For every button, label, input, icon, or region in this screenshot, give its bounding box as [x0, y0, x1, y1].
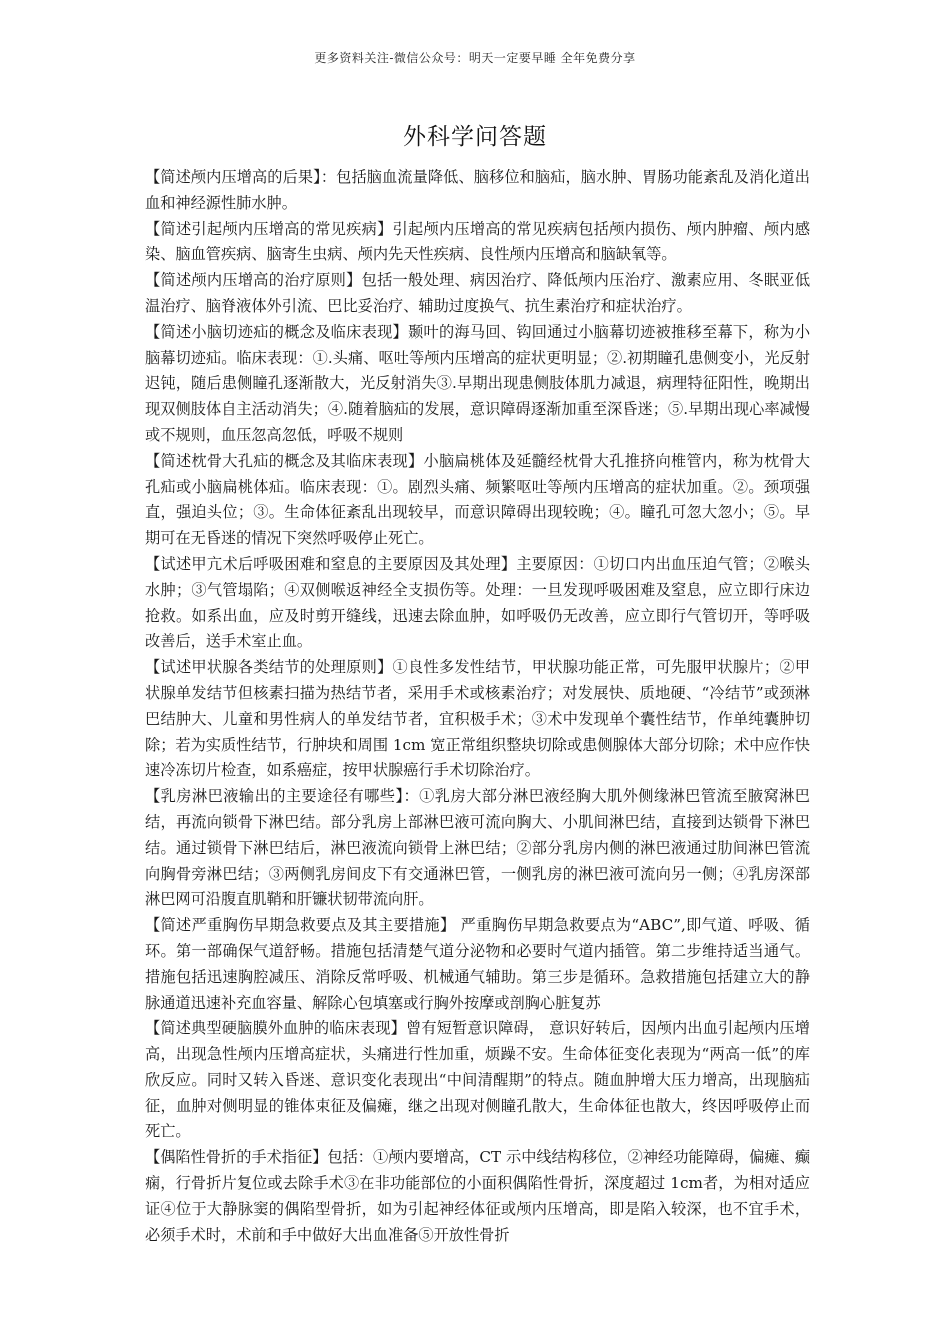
qa-item-intracranial-pressure-causes: 【简述引起颅内压增高的常见疾病】引起颅内压增高的常见疾病包括颅内损伤、颅内肿瘤、颅内感染、脑血管疾病、脑寄生虫病、颅内先天性疾病、良性颅内压增高和脑缺氧等。 [145, 219, 810, 264]
qa-item-breast-lymph-drainage: 【乳房淋巴液输出的主要途径有哪些】：①乳房大部分淋巴液经胸大肌外侧缘淋巴管流至腋窝淋巴结，再流向锁骨下淋巴结。部分乳房上部淋巴液可流向胸大、小肌间淋巴结，直接到达锁骨下淋巴结。通过锁骨下淋巴结后，淋巴液流向锁骨上淋巴结；②部分乳房内侧的淋巴液通过肋间淋巴管流向胸骨旁淋巴结；③两侧乳房间皮下有交通淋巴管，一侧乳房的淋巴液可流向另一侧；④乳房深部淋巴网可沿腹直肌鞘和肝镰状韧带流向肝。 [145, 787, 810, 909]
page-title: 外科学问答题 [403, 124, 547, 150]
qa-item-chest-trauma-first-aid: 【简述严重胸伤早期急救要点及其主要措施】 严重胸伤早期急救要点为“ABC”,即气道、呼吸、循环。第一部确保气道舒畅。措施包括清楚气道分泌物和必要时气道内插管。第二步维持适当通气。措施包括迅速胸腔减压、消除反常呼吸、机械通气辅助。第三步是循环。急救措施包括建立大的静脉通道迅速补充血容量、解除心包填塞或行胸外按摩或剖胸心脏复苏 [145, 916, 810, 1012]
qa-item-epidural-hematoma: 【简述典型硬脑膜外血肿的临床表现】曾有短暂意识障碍， 意识好转后，因颅内出血引起颅内压增高，出现急性颅内压增高症状，头痛进行性加重，烦躁不安。生命体征变化表现为“两高一低”的库欣反应。同时又转入昏迷、意识变化表现出“中间清醒期”的特点。随血肿增大压力增高，出现脑疝征，血肿对侧明显的锥体束征及偏瘫，继之出现对侧瞳孔散大，生命体征也散大，终因呼吸停止而死亡。 [145, 1019, 810, 1141]
qa-item-tentorial-herniation: 【简述小脑切迹疝的概念及临床表现】颞叶的海马回、钩回通过小脑幕切迹被推移至幕下，称为小脑幕切迹疝。临床表现：①.头痛、呕吐等颅内压增高的症状更明显；②.初期瞳孔患侧变小，光反射迟钝，随后患侧瞳孔逐渐散大，光反射消失③.早期出现患侧肢体肌力减退，病理特征阳性，晚期出现双侧肢体自主活动消失；④.随着脑疝的发展，意识障碍逐渐加重至深昏迷；⑤.早期出现心率减慢或不规则，血压忽高忽低，呼吸不规则 [145, 322, 810, 444]
qa-item-depressed-fracture-surgery: 【偶陷性骨折的手术指征】包括：①颅内要增高，CT 示中线结构移位，②神经功能障碍，偏瘫、癫痫，行骨折片复位或去除手术③在非功能部位的小面积偶陷性骨折，深度超过 1cm者，为相对适应证④位于大静脉窦的偶陷型骨折，如为引起神经体征或颅内压增高，即是陷入较深，也不宜手术，必须手术时，术前和手中做好大出血准备⑤开放性骨折 [145, 1148, 810, 1244]
qa-item-post-thyroidectomy-dyspnea: 【试述甲亢术后呼吸困难和窒息的主要原因及其处理】主要原因：①切口内出血压迫气管；②喉头水肿；③气管塌陷；④双侧喉返神经全支损伤等。处理：一旦发现呼吸困难及窒息，应立即行床边抢救。如系出血，应及时剪开缝线，迅速去除血肿，如呼吸仍无改善，应立即行气管切开，等呼吸改善后，送手术室止血。 [145, 554, 810, 651]
qa-item-intracranial-pressure-treatment: 【简述颅内压增高的治疗原则】包括一般处理、病因治疗、降低颅内压治疗、激素应用、冬眠亚低温治疗、脑脊液体外引流、巴比妥治疗、辅助过度换气、抗生素治疗和症状治疗。 [145, 271, 810, 315]
header-note: 更多资料关注-微信公众号：明天一定要早睡 全年免费分享 [314, 51, 636, 65]
qa-item-thyroid-nodule-management: 【试述甲状腺各类结节的处理原则】①良性多发性结节，甲状腺功能正常，可先服甲状腺片；②甲状腺单发结节但核素扫描为热结节者，采用手术或核素治疗；对发展快、质地硬、“冷结节”或颈淋巴结肿大、儿童和男性病人的单发结节者，宜积极手术；③术中发现单个囊性结节，作单纯囊肿切除；若为实质性结节，行肿块和周围 1cm 宽正常组织整块切除或患侧腺体大部分切除；术中应作快速冷冻切片检查，如系癌症，按甲状腺癌行手术切除治疗。 [145, 658, 810, 780]
qa-item-foramen-magnum-herniation: 【简述枕骨大孔疝的概念及其临床表现】小脑扁桃体及延髓经枕骨大孔推挤向椎管内，称为枕骨大孔疝或小脑扁桃体疝。临床表现：①。剧烈头痛、频繁呕吐等颅内压增高的症状加重。②。颈项强直，强迫头位；③。生命体征紊乱出现较早，而意识障碍出现较晚；④。瞳孔可忽大忽小；⑤。早期可在无昏迷的情况下突然呼吸停止死亡。 [145, 451, 810, 548]
document-body [145, 165, 810, 1248]
qa-item-intracranial-pressure-consequences: 【简述颅内压增高的后果】：包括脑血流量降低、脑移位和脑疝，脑水肿、胃肠功能紊乱及消化道出血和神经源性肺水肿。 [145, 168, 810, 212]
